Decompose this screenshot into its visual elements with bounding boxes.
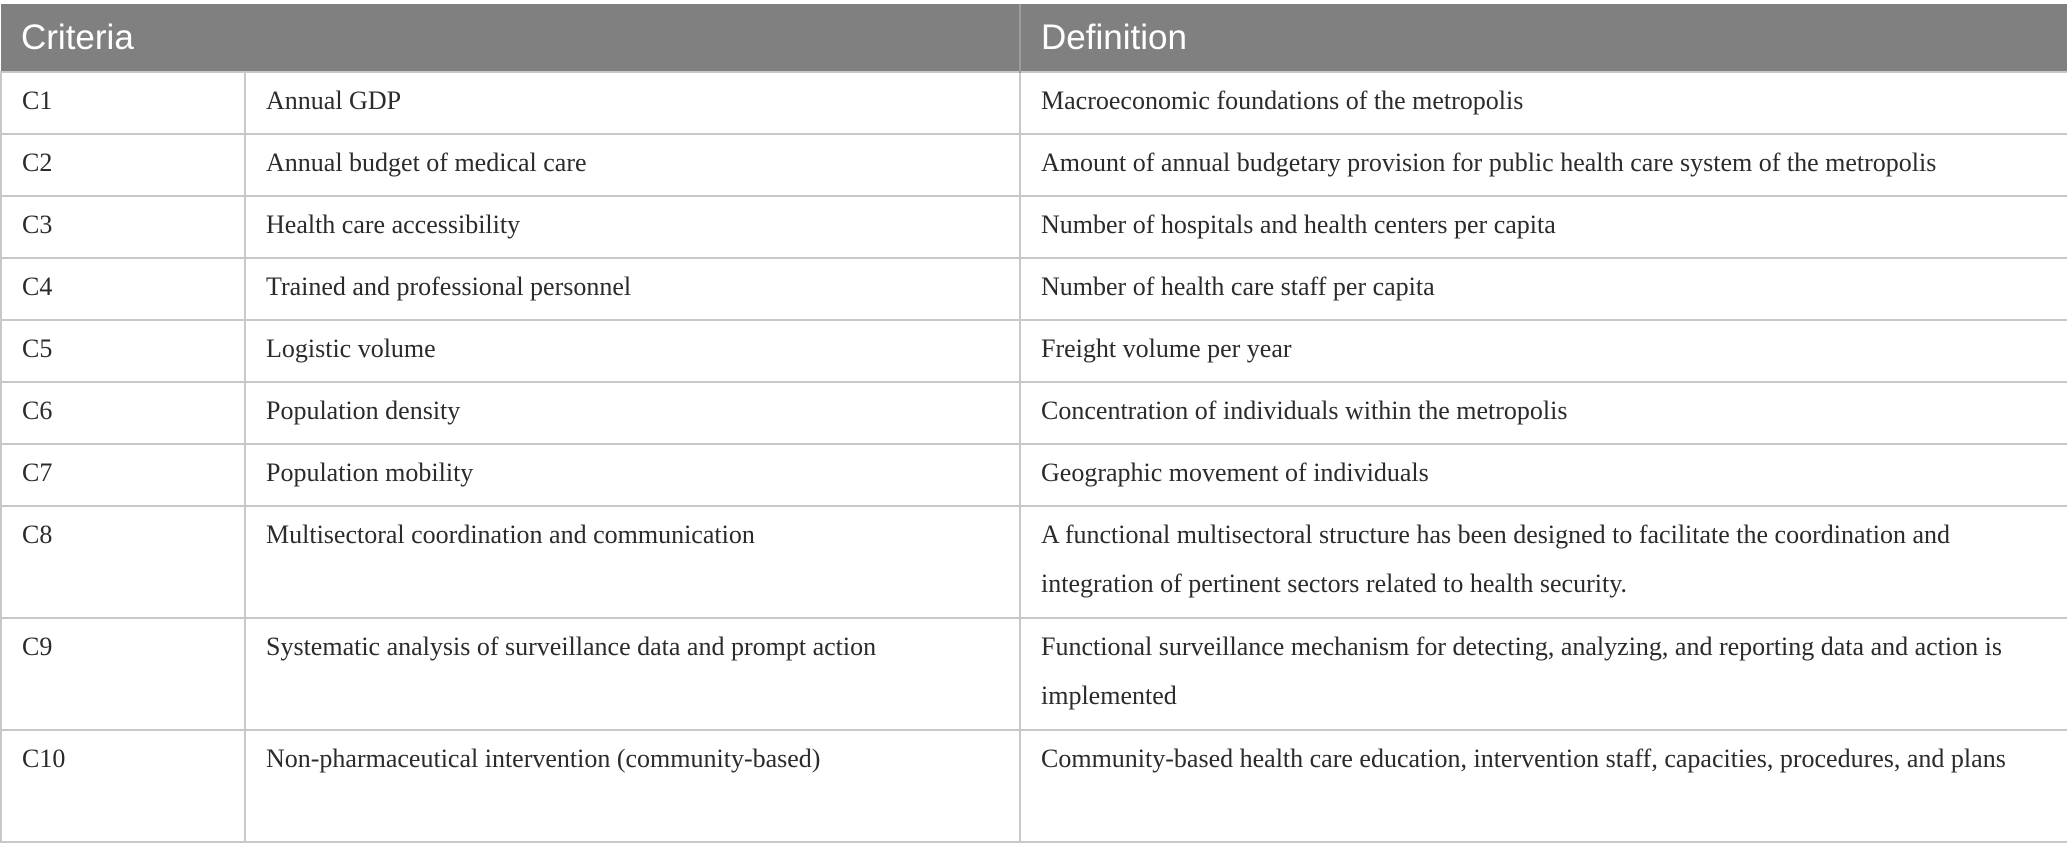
criterion-code: C1 — [1, 72, 245, 134]
criterion-definition: Macroeconomic foundations of the metropolis — [1020, 72, 2067, 134]
criterion-code: C4 — [1, 258, 245, 320]
criterion-name: Population density — [245, 382, 1020, 444]
table-row — [1, 444, 2067, 506]
header-definition: Definition — [1020, 4, 2067, 72]
criterion-code: C8 — [1, 506, 245, 618]
criterion-name: Trained and professional personnel — [245, 258, 1020, 320]
criterion-definition: Geographic movement of individuals — [1020, 444, 2067, 506]
criterion-name: Systematic analysis of surveillance data and prompt action — [245, 618, 1020, 730]
criterion-definition: Community-based health care education, intervention staff, capacities, procedures, and plans — [1020, 730, 2067, 842]
criterion-code: C7 — [1, 444, 245, 506]
criterion-code: C3 — [1, 196, 245, 258]
criterion-definition: Number of health care staff per capita — [1020, 258, 2067, 320]
criterion-name: Logistic volume — [245, 320, 1020, 382]
table-row — [1, 258, 2067, 320]
table-row — [1, 618, 2067, 730]
criterion-name: Population mobility — [245, 444, 1020, 506]
criteria-table — [0, 4, 2067, 843]
criterion-definition: Freight volume per year — [1020, 320, 2067, 382]
criterion-name: Annual GDP — [245, 72, 1020, 134]
table-row — [1, 382, 2067, 444]
criterion-code: C6 — [1, 382, 245, 444]
criterion-code: C9 — [1, 618, 245, 730]
criterion-definition: Concentration of individuals within the metropolis — [1020, 382, 2067, 444]
table-row — [1, 506, 2067, 618]
criterion-definition: A functional multisectoral structure has been designed to facilitate the coordination and integration of pertinent sectors related to health security. — [1020, 506, 2067, 618]
table-row — [1, 320, 2067, 382]
criterion-code: C5 — [1, 320, 245, 382]
table-header-row — [1, 4, 2067, 72]
criterion-name: Multisectoral coordination and communication — [245, 506, 1020, 618]
criterion-definition: Functional surveillance mechanism for detecting, analyzing, and reporting data and action is implemented — [1020, 618, 2067, 730]
table-row — [1, 196, 2067, 258]
criterion-code: C10 — [1, 730, 245, 842]
table-row — [1, 72, 2067, 134]
table-row — [1, 134, 2067, 196]
criterion-code: C2 — [1, 134, 245, 196]
criterion-name: Non-pharmaceutical intervention (community-based) — [245, 730, 1020, 842]
criterion-definition: Number of hospitals and health centers per capita — [1020, 196, 2067, 258]
criterion-name: Health care accessibility — [245, 196, 1020, 258]
criterion-definition: Amount of annual budgetary provision for public health care system of the metropolis — [1020, 134, 2067, 196]
criterion-name: Annual budget of medical care — [245, 134, 1020, 196]
header-criteria: Criteria — [1, 4, 1020, 72]
table-row — [1, 730, 2067, 842]
criteria-table-container — [0, 4, 2067, 843]
